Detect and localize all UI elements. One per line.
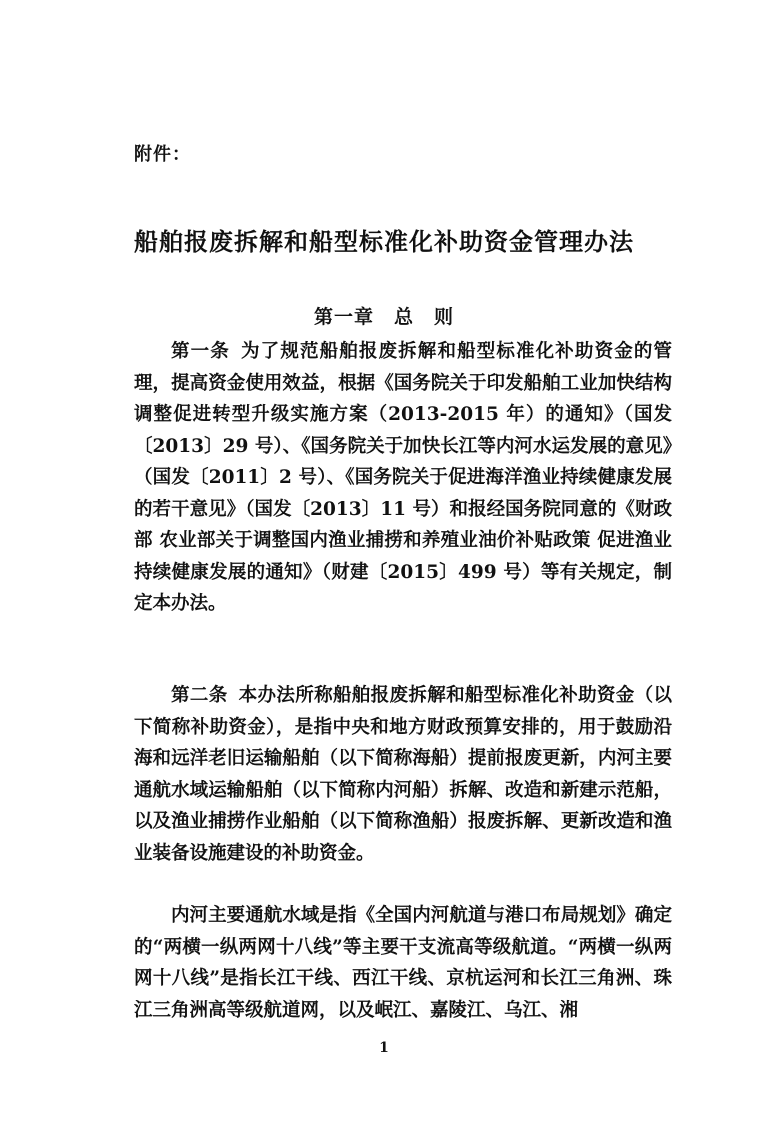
article-2-paragraph xyxy=(134,680,672,869)
paragraph-3-text: 内河主要通航水域是指《全国内河航道与港口布局规划》确定的“两横一纵两网十八线”等主要干支流高等级航道。“两横一纵两网十八线”是指长江干线、西江干线、京杭运河和长江三角洲、珠江三角洲高等级航道网，以及岷江、嘉陵江、乌江、湘 xyxy=(134,905,672,1021)
article-2 xyxy=(134,680,672,869)
article-2-label: 第二条 xyxy=(171,685,228,706)
document-title: 船舶报废拆解和船型标准化补助资金管理办法 xyxy=(134,227,634,256)
page-number: 1 xyxy=(379,1040,389,1056)
article-2-text: 本办法所称船舶报废拆解和船型标准化补助资金（以下简称补助资金），是指中央和地方财政预算安排的，用于鼓励沿海和远洋老旧运输船舶（以下简称海船）提前报废更新，内河主要通航水域运输船舶（以下简称内河船）拆解、改造和新建示范船，以及渔业捕捞作业船舶（以下简称渔船）报废拆解、更新改造和渔业装备设施建设的补助资金。 xyxy=(134,685,672,864)
article-1-text: 为了规范船舶报废拆解和船型标准化补助资金的管理，提高资金使用效益，根据《国务院关于印发船舶工业加快结构调整促进转型升级实施方案（2013-2015 年）的通知》（国发〔2013〕29 号）、《国务院关于加快长江等内河水运发展的意见》（国发〔2011〕2 号）、《国务院关于促进海洋渔业持续健康发展的若干意见》（国发〔2013〕11 号）和报经国务院同意的《财政部 农业部关于调整国内渔业捕捞和养殖业油价补贴政策 促进渔业持续健康发展的通知》（财建〔2015〕499 号）等有关规定，制定本办法。 xyxy=(134,341,672,614)
attachment-label: 附件： xyxy=(134,144,191,165)
article-1-paragraph xyxy=(134,336,672,620)
chapter-heading: 第一章 总 则 xyxy=(313,306,454,328)
article-1-label: 第一条 xyxy=(171,341,230,362)
article-1 xyxy=(134,336,672,620)
paragraph-3 xyxy=(134,900,672,1026)
